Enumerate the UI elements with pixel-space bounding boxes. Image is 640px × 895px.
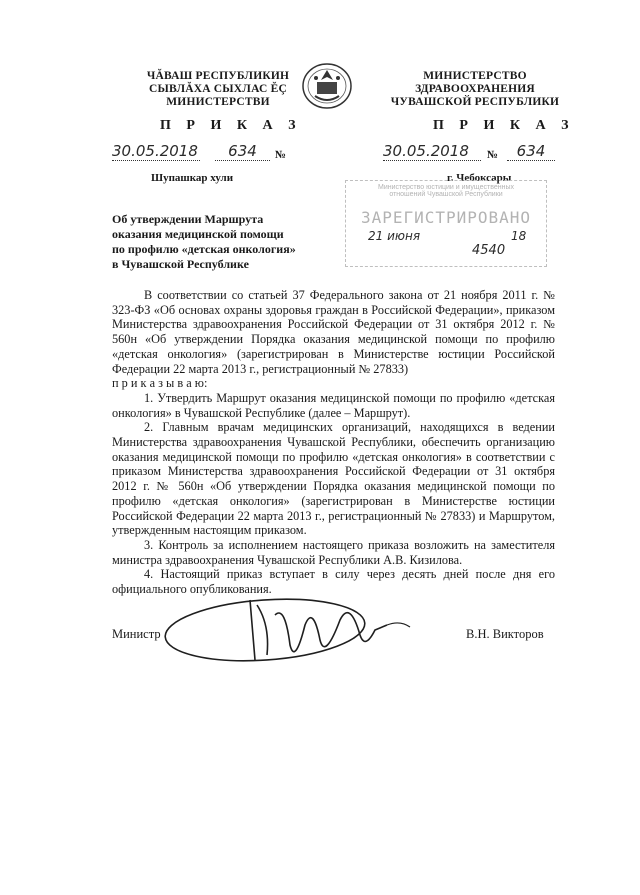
no-sign-left: № [275, 149, 287, 161]
title-line-1: Об утверждении Маршрута [112, 212, 264, 226]
stamp-line-1: Министерство юстиции и имущественных [378, 184, 514, 191]
stamp-date: 21 июня [368, 229, 421, 243]
header-right-line-1: МИНИСТЕРСТВО [423, 70, 527, 82]
title-line-2: оказания медицинской помощи [112, 227, 284, 241]
stamp-reg-number: 4540 [472, 243, 506, 258]
body-item-4: 4. Настоящий приказ вступает в силу через десять дней после дня его официального опубликования. [112, 567, 555, 597]
order-body [112, 288, 555, 597]
body-item-2: 2. Главным врачам медицинских организаций, находящихся в ведении Министерства здравоохранения Чувашской Республики, обеспечить организацию оказания медицинской помощи по профилю «детская онкология» в соответствии с приказом Министерства здравоохранения Российской Федерации от 31 октября 2012 г. № 560н «Об утверждении Порядка оказания медицинской помощи по профилю «детская онкология» (зарегистрирован в Министерстве юстиции Российской Федерации 22 марта 2013 г., регистрационный № 27833) и Маршрутом, утвержденным настоящим приказом. [112, 420, 555, 538]
date-left: 30.05.2018 [112, 142, 200, 161]
body-item-1: 1. Утвердить Маршрут оказания медицинской помощи по профилю «детская онкология» в Чувашской Республике (далее – Маршрут). [112, 390, 555, 420]
prikaz-left: П Р И К А З [160, 118, 302, 133]
header-left [118, 70, 318, 109]
order-title [112, 212, 342, 272]
header-left-line-1: ЧĂВАШ РЕСПУБЛИКИН [146, 70, 290, 82]
signature-role: Министр [112, 627, 161, 641]
header-right-line-3: ЧУВАШСКОЙ РЕСПУБЛИКИ [390, 96, 560, 108]
number-left: 634 [215, 142, 270, 161]
date-right: 30.05.2018 [383, 142, 481, 161]
stamp-year: 18 [511, 229, 527, 243]
number-right: 634 [507, 142, 555, 161]
city-right: г. Чебоксары [447, 172, 512, 184]
title-line-4: в Чувашской Республике [112, 257, 249, 271]
signature-name: В.Н. Викторов [466, 627, 544, 641]
title-line-3: по профилю «детская онкология» [112, 242, 296, 256]
body-order-word: п р и к а з ы в а ю: [112, 376, 208, 391]
chuvash-emblem-icon [300, 60, 354, 110]
city-left: Шупашкар хули [151, 172, 234, 184]
handwritten-signature [155, 585, 445, 675]
header-left-line-3: МИНИСТЕРСТВИ [166, 96, 270, 108]
stamp-line-2: отношений Чувашской Республики [389, 191, 503, 198]
header-left-line-2: СЫВЛĂХА СЫХЛАС ĔÇ [149, 83, 287, 95]
body-item-3: 3. Контроль за исполнением настоящего приказа возложить на заместителя министра здравоохранения Чувашской Республики А.В. Кизилова. [112, 537, 555, 567]
stamp-main: ЗАРЕГИСТРИРОВАНО [360, 208, 532, 227]
header-right-line-2: ЗДРАВООХРАНЕНИЯ [415, 83, 535, 95]
prikaz-right: П Р И К А З [433, 118, 575, 133]
registration-stamp [345, 180, 547, 267]
header-right [375, 70, 575, 109]
no-sign-right: № [487, 149, 499, 161]
body-intro: В соответствии со статьей 37 Федерального закона от 21 ноября 2011 г. № 323-ФЗ «Об основах охраны здоровья граждан в Российской Федерации», приказом Министерства здравоохранения Российской Федерации от 31 октября 2012 г. № 560н «Об утверждении Порядка оказания медицинской помощи по профилю «детская онкология» (зарегистрирован в Министерстве юстиции Российской Федерации 22 марта 2013 г., регистрационный № 27833) [112, 288, 555, 376]
